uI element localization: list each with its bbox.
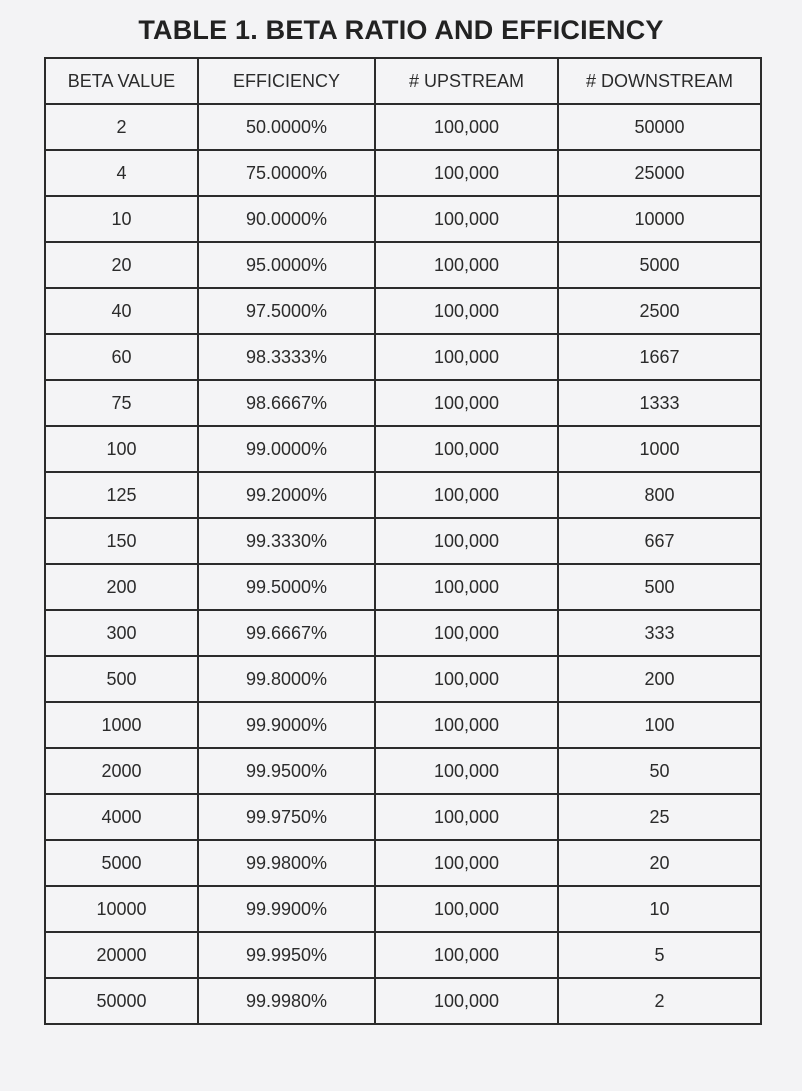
table-cell: 100,000: [375, 150, 558, 196]
table-cell: 99.5000%: [198, 564, 375, 610]
table-row: [45, 242, 761, 288]
table-cell: 5: [558, 932, 761, 978]
table-cell: 150: [45, 518, 198, 564]
table-row: [45, 426, 761, 472]
table-cell: 20: [45, 242, 198, 288]
table-row: [45, 932, 761, 978]
table-cell: 99.0000%: [198, 426, 375, 472]
table-cell: 99.9800%: [198, 840, 375, 886]
table-cell: 99.9950%: [198, 932, 375, 978]
table-cell: 100,000: [375, 242, 558, 288]
beta-ratio-table: [44, 57, 762, 1025]
table-row: [45, 380, 761, 426]
table-row: [45, 748, 761, 794]
table-cell: 333: [558, 610, 761, 656]
table-cell: 100,000: [375, 196, 558, 242]
table-cell: 5000: [558, 242, 761, 288]
table-cell: 50.0000%: [198, 104, 375, 150]
table-cell: 99.9750%: [198, 794, 375, 840]
table-cell: 99.8000%: [198, 656, 375, 702]
table-row: [45, 334, 761, 380]
table-row: [45, 518, 761, 564]
column-header: # UPSTREAM: [375, 58, 558, 104]
table-cell: 200: [558, 656, 761, 702]
table-cell: 100,000: [375, 978, 558, 1024]
table-cell: 1000: [558, 426, 761, 472]
table-row: [45, 288, 761, 334]
table-row: [45, 840, 761, 886]
header-row: [45, 58, 761, 104]
table-cell: 100,000: [375, 380, 558, 426]
table-row: [45, 104, 761, 150]
table-cell: 100,000: [375, 702, 558, 748]
table-row: [45, 610, 761, 656]
table-row: [45, 978, 761, 1024]
table-cell: 75.0000%: [198, 150, 375, 196]
table-cell: 1667: [558, 334, 761, 380]
table-cell: 99.9000%: [198, 702, 375, 748]
table-cell: 5000: [45, 840, 198, 886]
table-cell: 500: [558, 564, 761, 610]
column-header: BETA VALUE: [45, 58, 198, 104]
table-cell: 100,000: [375, 886, 558, 932]
table-cell: 99.3330%: [198, 518, 375, 564]
table-cell: 2: [45, 104, 198, 150]
table-cell: 200: [45, 564, 198, 610]
table-cell: 100,000: [375, 472, 558, 518]
table-cell: 10: [558, 886, 761, 932]
table-cell: 100,000: [375, 610, 558, 656]
table-cell: 99.9500%: [198, 748, 375, 794]
table-cell: 99.9900%: [198, 886, 375, 932]
table-row: [45, 150, 761, 196]
table-cell: 10000: [558, 196, 761, 242]
table-row: [45, 564, 761, 610]
table-cell: 100,000: [375, 104, 558, 150]
table-cell: 1000: [45, 702, 198, 748]
table-cell: 25: [558, 794, 761, 840]
table-cell: 50000: [45, 978, 198, 1024]
table-cell: 4: [45, 150, 198, 196]
table-cell: 2500: [558, 288, 761, 334]
table-cell: 100,000: [375, 840, 558, 886]
table-cell: 50: [558, 748, 761, 794]
table-row: [45, 886, 761, 932]
table-cell: 99.9980%: [198, 978, 375, 1024]
table-cell: 100,000: [375, 794, 558, 840]
table-cell: 95.0000%: [198, 242, 375, 288]
table-row: [45, 794, 761, 840]
table-cell: 97.5000%: [198, 288, 375, 334]
table-row: [45, 472, 761, 518]
table-cell: 100,000: [375, 518, 558, 564]
table-cell: 2: [558, 978, 761, 1024]
table-cell: 500: [45, 656, 198, 702]
table-cell: 75: [45, 380, 198, 426]
table-cell: 100,000: [375, 564, 558, 610]
table-cell: 4000: [45, 794, 198, 840]
table-cell: 20: [558, 840, 761, 886]
table-cell: 50000: [558, 104, 761, 150]
table-cell: 667: [558, 518, 761, 564]
table-row: [45, 196, 761, 242]
table-cell: 90.0000%: [198, 196, 375, 242]
column-header: # DOWNSTREAM: [558, 58, 761, 104]
table-cell: 100,000: [375, 656, 558, 702]
table-row: [45, 702, 761, 748]
table-cell: 125: [45, 472, 198, 518]
table-cell: 2000: [45, 748, 198, 794]
table-cell: 25000: [558, 150, 761, 196]
column-header: EFFICIENCY: [198, 58, 375, 104]
table-cell: 98.6667%: [198, 380, 375, 426]
table-cell: 100: [558, 702, 761, 748]
table-cell: 100,000: [375, 334, 558, 380]
table-cell: 800: [558, 472, 761, 518]
table-cell: 10: [45, 196, 198, 242]
table-cell: 99.2000%: [198, 472, 375, 518]
table-cell: 1333: [558, 380, 761, 426]
table-cell: 300: [45, 610, 198, 656]
table-cell: 100: [45, 426, 198, 472]
table-cell: 100,000: [375, 748, 558, 794]
table-cell: 99.6667%: [198, 610, 375, 656]
table-body: [45, 104, 761, 1024]
table-title: TABLE 1. BETA RATIO AND EFFICIENCY: [138, 15, 664, 45]
table-cell: 100,000: [375, 426, 558, 472]
table-cell: 100,000: [375, 932, 558, 978]
table-row: [45, 656, 761, 702]
table-cell: 60: [45, 334, 198, 380]
table-cell: 10000: [45, 886, 198, 932]
table-cell: 40: [45, 288, 198, 334]
table-cell: 20000: [45, 932, 198, 978]
table-cell: 100,000: [375, 288, 558, 334]
table-cell: 98.3333%: [198, 334, 375, 380]
